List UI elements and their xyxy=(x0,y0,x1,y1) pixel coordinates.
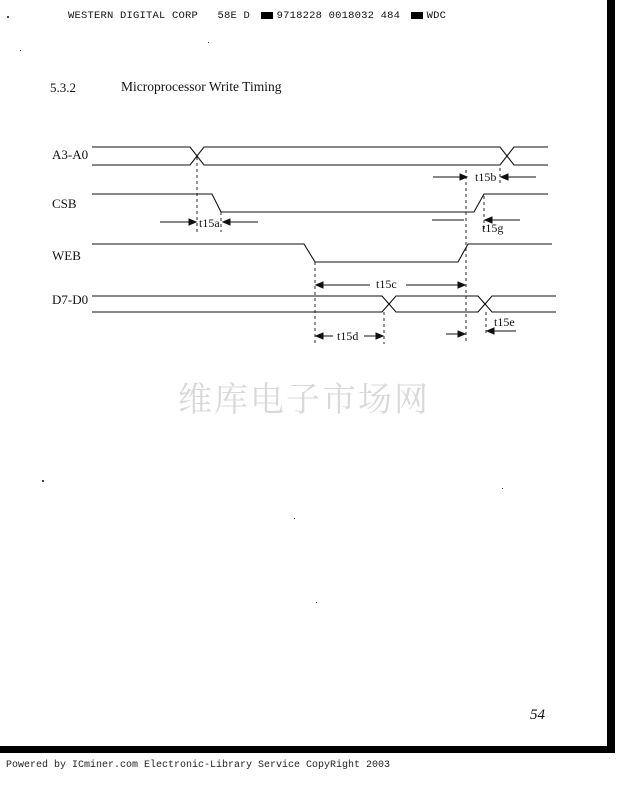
signal-label-data: D7-D0 xyxy=(52,292,89,307)
signal-label-csb: CSB xyxy=(52,196,77,211)
timing-label-t15e: t15e xyxy=(494,315,515,329)
header-company: WESTERN DIGITAL CORP xyxy=(68,10,199,22)
address-bus-lower xyxy=(92,156,548,165)
scan-border-right xyxy=(607,0,615,752)
scan-speck xyxy=(316,602,317,603)
scan-border-bottom xyxy=(0,746,615,753)
section-title: Microprocessor Write Timing xyxy=(121,79,282,94)
scan-speck xyxy=(294,518,295,519)
scan-speck xyxy=(7,16,9,18)
timing-label-t15g: t15g xyxy=(482,221,504,235)
write-timing-diagram xyxy=(0,0,609,360)
header-doc-number: 9718228 0018032 484 xyxy=(276,10,401,22)
scan-speck xyxy=(20,50,21,51)
data-bus-upper xyxy=(92,296,556,304)
timing-label-t15b: t15b xyxy=(475,170,497,184)
signal-label-web: WEB xyxy=(52,248,81,263)
section-number: 5.3.2 xyxy=(50,80,76,95)
page-number: 54 xyxy=(530,707,545,723)
address-bus-upper xyxy=(92,147,548,156)
timing-label-t15c: t15c xyxy=(376,277,397,291)
footer-credit: Powered by ICminer.com Electronic-Library Service CopyRight 2003 xyxy=(6,760,391,771)
timing-label-t15a: t15a xyxy=(199,216,220,230)
signal-label-address: A3-A0 xyxy=(52,147,89,162)
scan-speck xyxy=(208,42,209,43)
watermark-text: 维库电子市场网 xyxy=(178,380,430,420)
timing-label-t15d: t15d xyxy=(337,329,359,343)
header-brand: WDC xyxy=(426,10,447,22)
csb-waveform xyxy=(92,194,548,212)
web-waveform xyxy=(92,244,552,262)
data-bus-lower xyxy=(92,304,556,312)
header-code: 58E D xyxy=(217,10,251,22)
scan-speck xyxy=(502,488,503,489)
scan-speck xyxy=(42,480,44,482)
